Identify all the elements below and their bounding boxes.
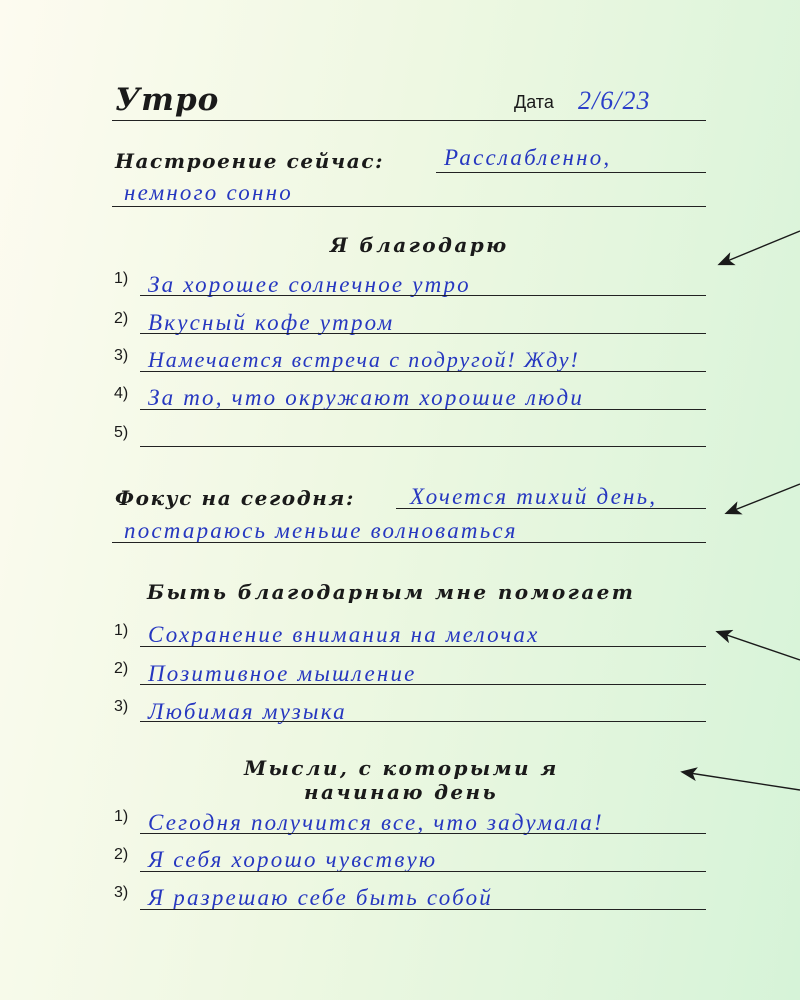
helps-heading: Быть благодарным мне помогает: [147, 580, 636, 604]
page-title: Утро: [115, 82, 220, 118]
grateful-num-5: 5): [114, 424, 129, 441]
mood-label: Настроение сейчас:: [115, 149, 385, 173]
grateful-item-4[interactable]: За то, что окружают хорошие люди: [148, 385, 585, 410]
date-label: Дата: [514, 92, 554, 112]
thoughts-num-2: 2): [114, 846, 129, 863]
helps-num-3: 3): [114, 698, 129, 715]
mood-answer-line2[interactable]: немного сонно: [124, 180, 293, 205]
thoughts-item-3[interactable]: Я разрешаю себе быть собой: [148, 885, 493, 910]
helps-item-3[interactable]: Любимая музыка: [148, 699, 347, 724]
thoughts-item-1[interactable]: Сегодня получится все, что задумала!: [148, 810, 604, 835]
grateful-item-2[interactable]: Вкусный кофе утром: [148, 310, 395, 335]
grateful-num-4: 4): [114, 385, 129, 402]
grateful-num-3: 3): [114, 347, 129, 364]
focus-answer-line1[interactable]: Хочется тихий день,: [410, 484, 658, 509]
grateful-heading: Я благодарю: [330, 233, 509, 257]
thoughts-heading-line1: Мысли, с которыми я: [244, 756, 559, 780]
focus-answer-line2[interactable]: постараюсь меньше волноваться: [124, 518, 518, 543]
grateful-item-1[interactable]: За хорошее солнечное утро: [148, 272, 471, 297]
thoughts-num-1: 1): [114, 808, 129, 825]
date-value[interactable]: 2/6/23: [578, 86, 651, 115]
grateful-num-2: 2): [114, 310, 129, 327]
thoughts-heading-line2: начинаю день: [304, 780, 499, 804]
helps-num-2: 2): [114, 660, 129, 677]
arrow-grateful: [720, 231, 800, 264]
arrow-focus: [727, 484, 800, 513]
helps-item-2[interactable]: Позитивное мышление: [148, 661, 417, 686]
focus-label: Фокус на сегодня:: [115, 486, 355, 510]
thoughts-num-3: 3): [114, 884, 129, 901]
arrow-helps: [718, 632, 800, 660]
thoughts-item-2[interactable]: Я себя хорошо чувствую: [148, 847, 438, 872]
arrow-thoughts: [683, 772, 800, 790]
grateful-item-3[interactable]: Намечается встреча с подругой! Жду!: [148, 347, 580, 372]
grateful-num-1: 1): [114, 270, 129, 287]
helps-item-1[interactable]: Сохранение внимания на мелочах: [148, 622, 540, 647]
mood-answer-line1[interactable]: Расслабленно,: [444, 145, 612, 170]
helps-num-1: 1): [114, 622, 129, 639]
